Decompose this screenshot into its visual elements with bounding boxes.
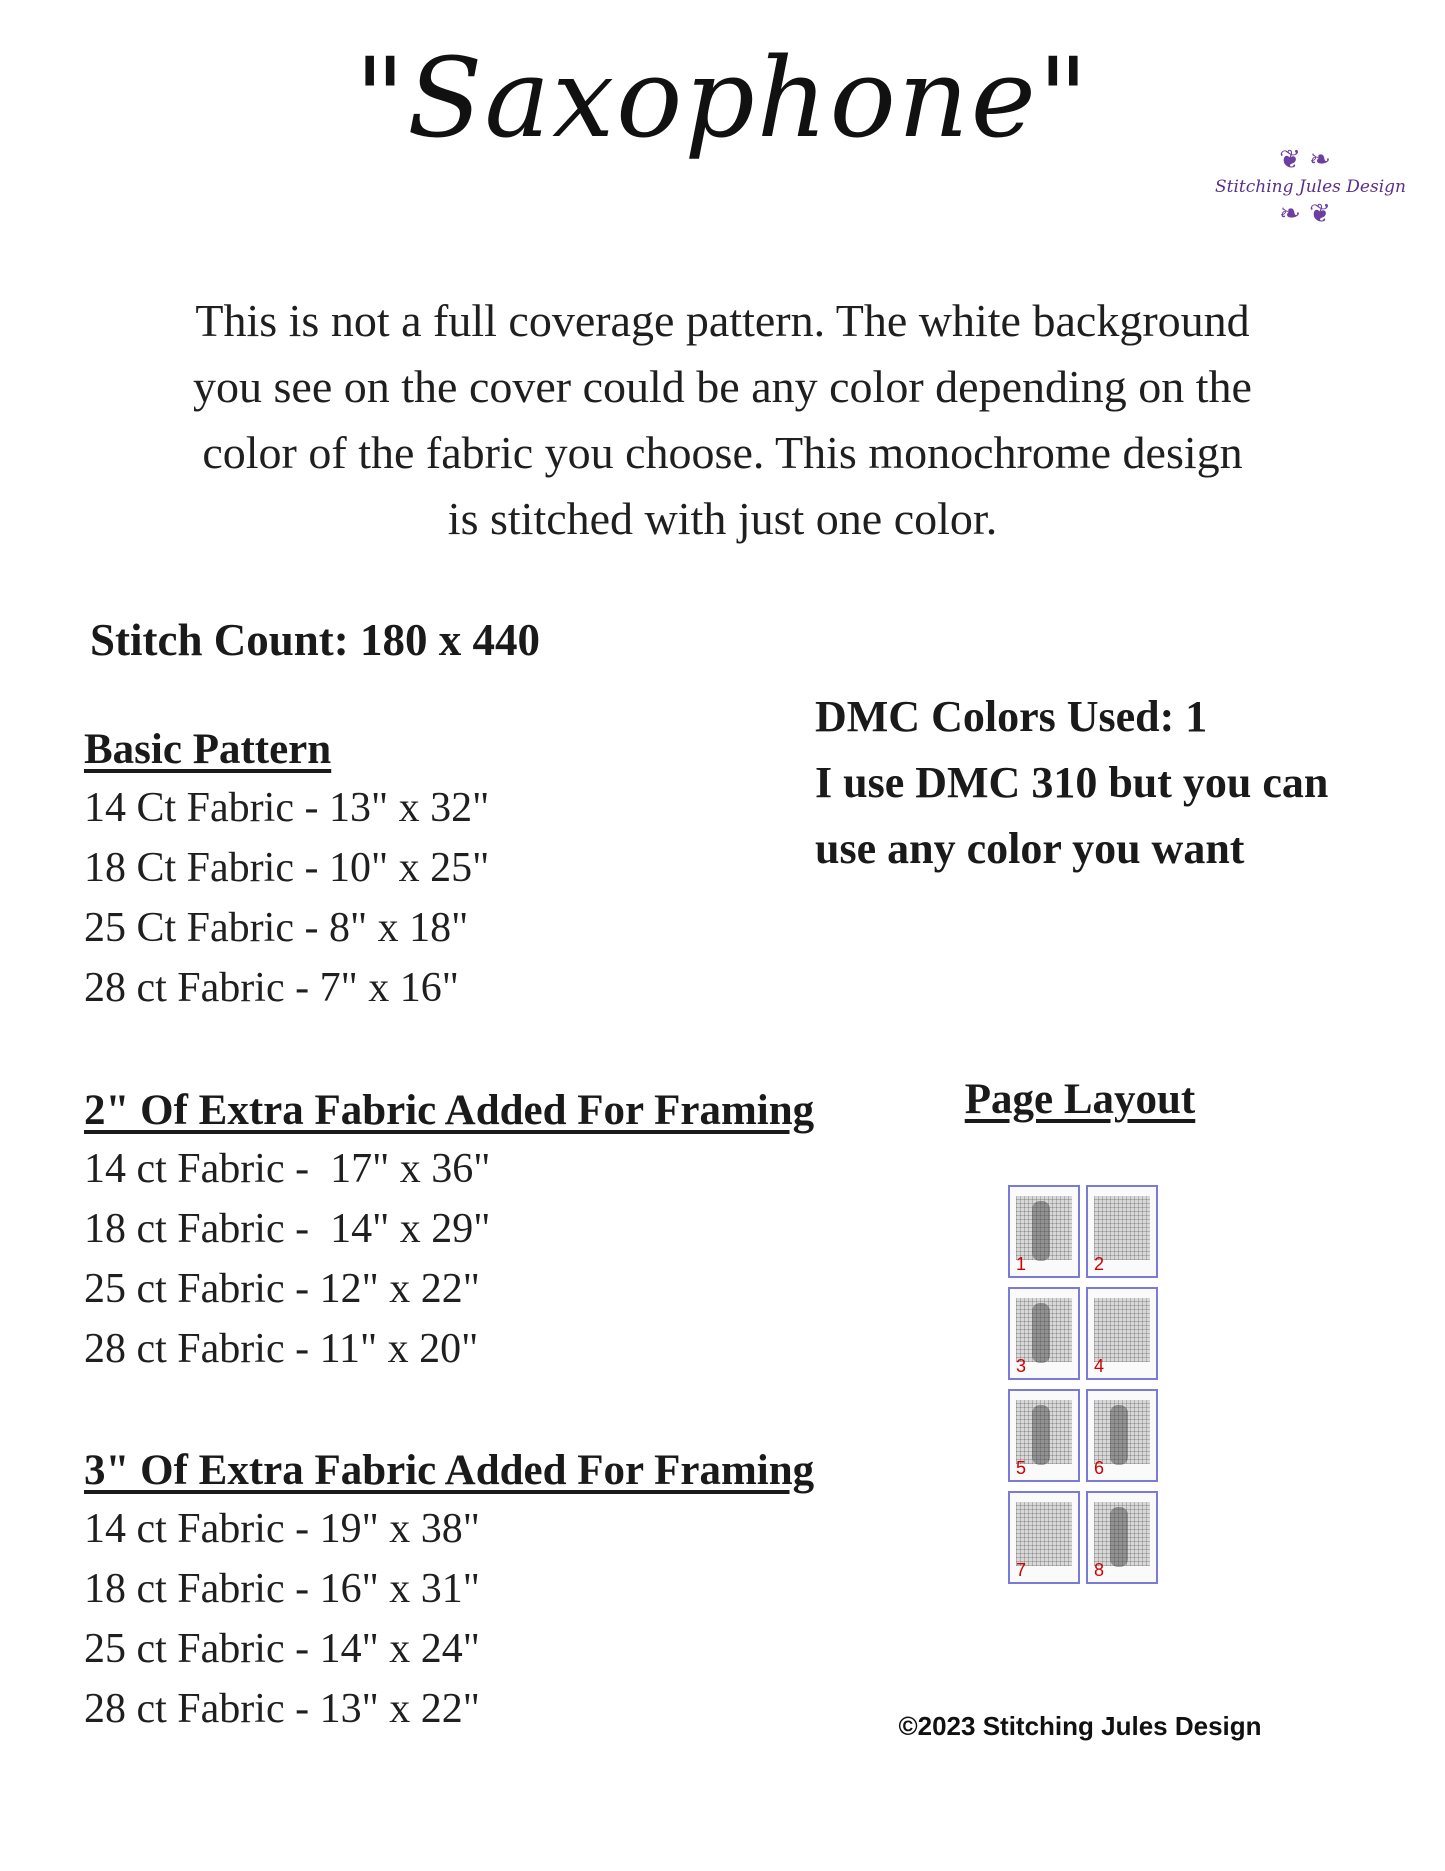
fabric-size-row: 18 ct Fabric - 16" x 31" (84, 1566, 480, 1612)
page-thumbnail (1008, 1287, 1080, 1380)
thumbnail-row (1008, 1185, 1168, 1278)
dmc-note-line: use any color you want (815, 824, 1245, 873)
logo-text: Stitching Jules Design (1215, 177, 1406, 197)
fabric-size-row: 28 ct Fabric - 13" x 22" (84, 1686, 480, 1732)
page-number: 2 (1094, 1254, 1105, 1274)
thumbnail-row (1008, 1491, 1168, 1584)
chart-grid (1094, 1298, 1150, 1362)
fabric-size-row: 28 ct Fabric - 11" x 20" (84, 1326, 479, 1372)
saxophone-section-image (1032, 1201, 1050, 1261)
dmc-colors-used: DMC Colors Used: 1 (815, 692, 1208, 741)
intro-line: you see on the cover could be any color depending on the (193, 361, 1252, 412)
extra-3in-heading: 3" Of Extra Fabric Added For Framing (84, 1447, 815, 1494)
page-layout-grid (1008, 1185, 1168, 1593)
page-thumbnail (1086, 1185, 1158, 1278)
basic-pattern-heading: Basic Pattern (84, 726, 332, 773)
page-number: 6 (1094, 1458, 1105, 1478)
chart-grid (1016, 1502, 1072, 1566)
basic-pattern-section (84, 722, 489, 1018)
thumbnail-row (1008, 1287, 1168, 1380)
extra-3in-section (84, 1443, 814, 1739)
page-thumbnail (1008, 1491, 1080, 1584)
page-thumbnail (1008, 1185, 1080, 1278)
intro-paragraph (150, 288, 1295, 552)
page-thumbnail (1086, 1389, 1158, 1482)
fabric-size-row: 18 Ct Fabric - 10" x 25" (84, 845, 490, 891)
page-thumbnail (1086, 1287, 1158, 1380)
thumbnail-row (1008, 1389, 1168, 1482)
fabric-size-row: 18 ct Fabric - 14" x 29" (84, 1206, 491, 1252)
saxophone-section-image (1110, 1507, 1128, 1567)
intro-line: This is not a full coverage pattern. The white background (195, 295, 1250, 346)
fabric-size-row: 14 ct Fabric - 17" x 36" (84, 1146, 491, 1192)
stitch-count: Stitch Count: 180 x 440 (90, 615, 541, 665)
fabric-size-row: 25 Ct Fabric - 8" x 18" (84, 905, 469, 951)
page-thumbnail (1086, 1491, 1158, 1584)
extra-2in-list (84, 1139, 814, 1379)
saxophone-section-image (1110, 1405, 1128, 1465)
page-title: "Saxophone" (354, 34, 1091, 162)
fabric-size-row: 25 ct Fabric - 12" x 22" (84, 1266, 480, 1312)
extra-2in-section (84, 1083, 814, 1379)
page-thumbnail (1008, 1389, 1080, 1482)
page-number: 4 (1094, 1356, 1105, 1376)
copyright-notice: ©2023 Stitching Jules Design (898, 1711, 1262, 1741)
brand-logo (1215, 145, 1406, 245)
intro-line: is stitched with just one color. (447, 493, 998, 544)
fabric-size-row: 25 ct Fabric - 14" x 24" (84, 1626, 480, 1672)
intro-line: color of the fabric you choose. This monochrome design (202, 427, 1243, 478)
page-number: 8 (1094, 1560, 1105, 1580)
fabric-size-row: 28 ct Fabric - 7" x 16" (84, 965, 459, 1011)
page-number: 1 (1016, 1254, 1027, 1274)
page-number: 3 (1016, 1356, 1027, 1376)
fabric-size-row: 14 ct Fabric - 19" x 38" (84, 1506, 480, 1552)
extra-2in-heading: 2" Of Extra Fabric Added For Framing (84, 1087, 815, 1134)
dmc-note-line: I use DMC 310 but you can (815, 758, 1329, 807)
page-layout-heading: Page Layout (964, 1076, 1196, 1123)
fabric-size-row: 14 Ct Fabric - 13" x 32" (84, 785, 490, 831)
logo-swirl-bottom-icon: ❧ ❦ (1279, 199, 1331, 229)
dmc-colors-info (815, 684, 1328, 882)
extra-3in-list (84, 1499, 814, 1739)
saxophone-section-image (1032, 1303, 1050, 1363)
page-number: 5 (1016, 1458, 1027, 1478)
chart-grid (1094, 1196, 1150, 1260)
basic-pattern-list (84, 778, 489, 1018)
saxophone-section-image (1032, 1405, 1050, 1465)
logo-swirl-top-icon: ❦ ❧ (1279, 145, 1331, 175)
page-number: 7 (1016, 1560, 1027, 1580)
